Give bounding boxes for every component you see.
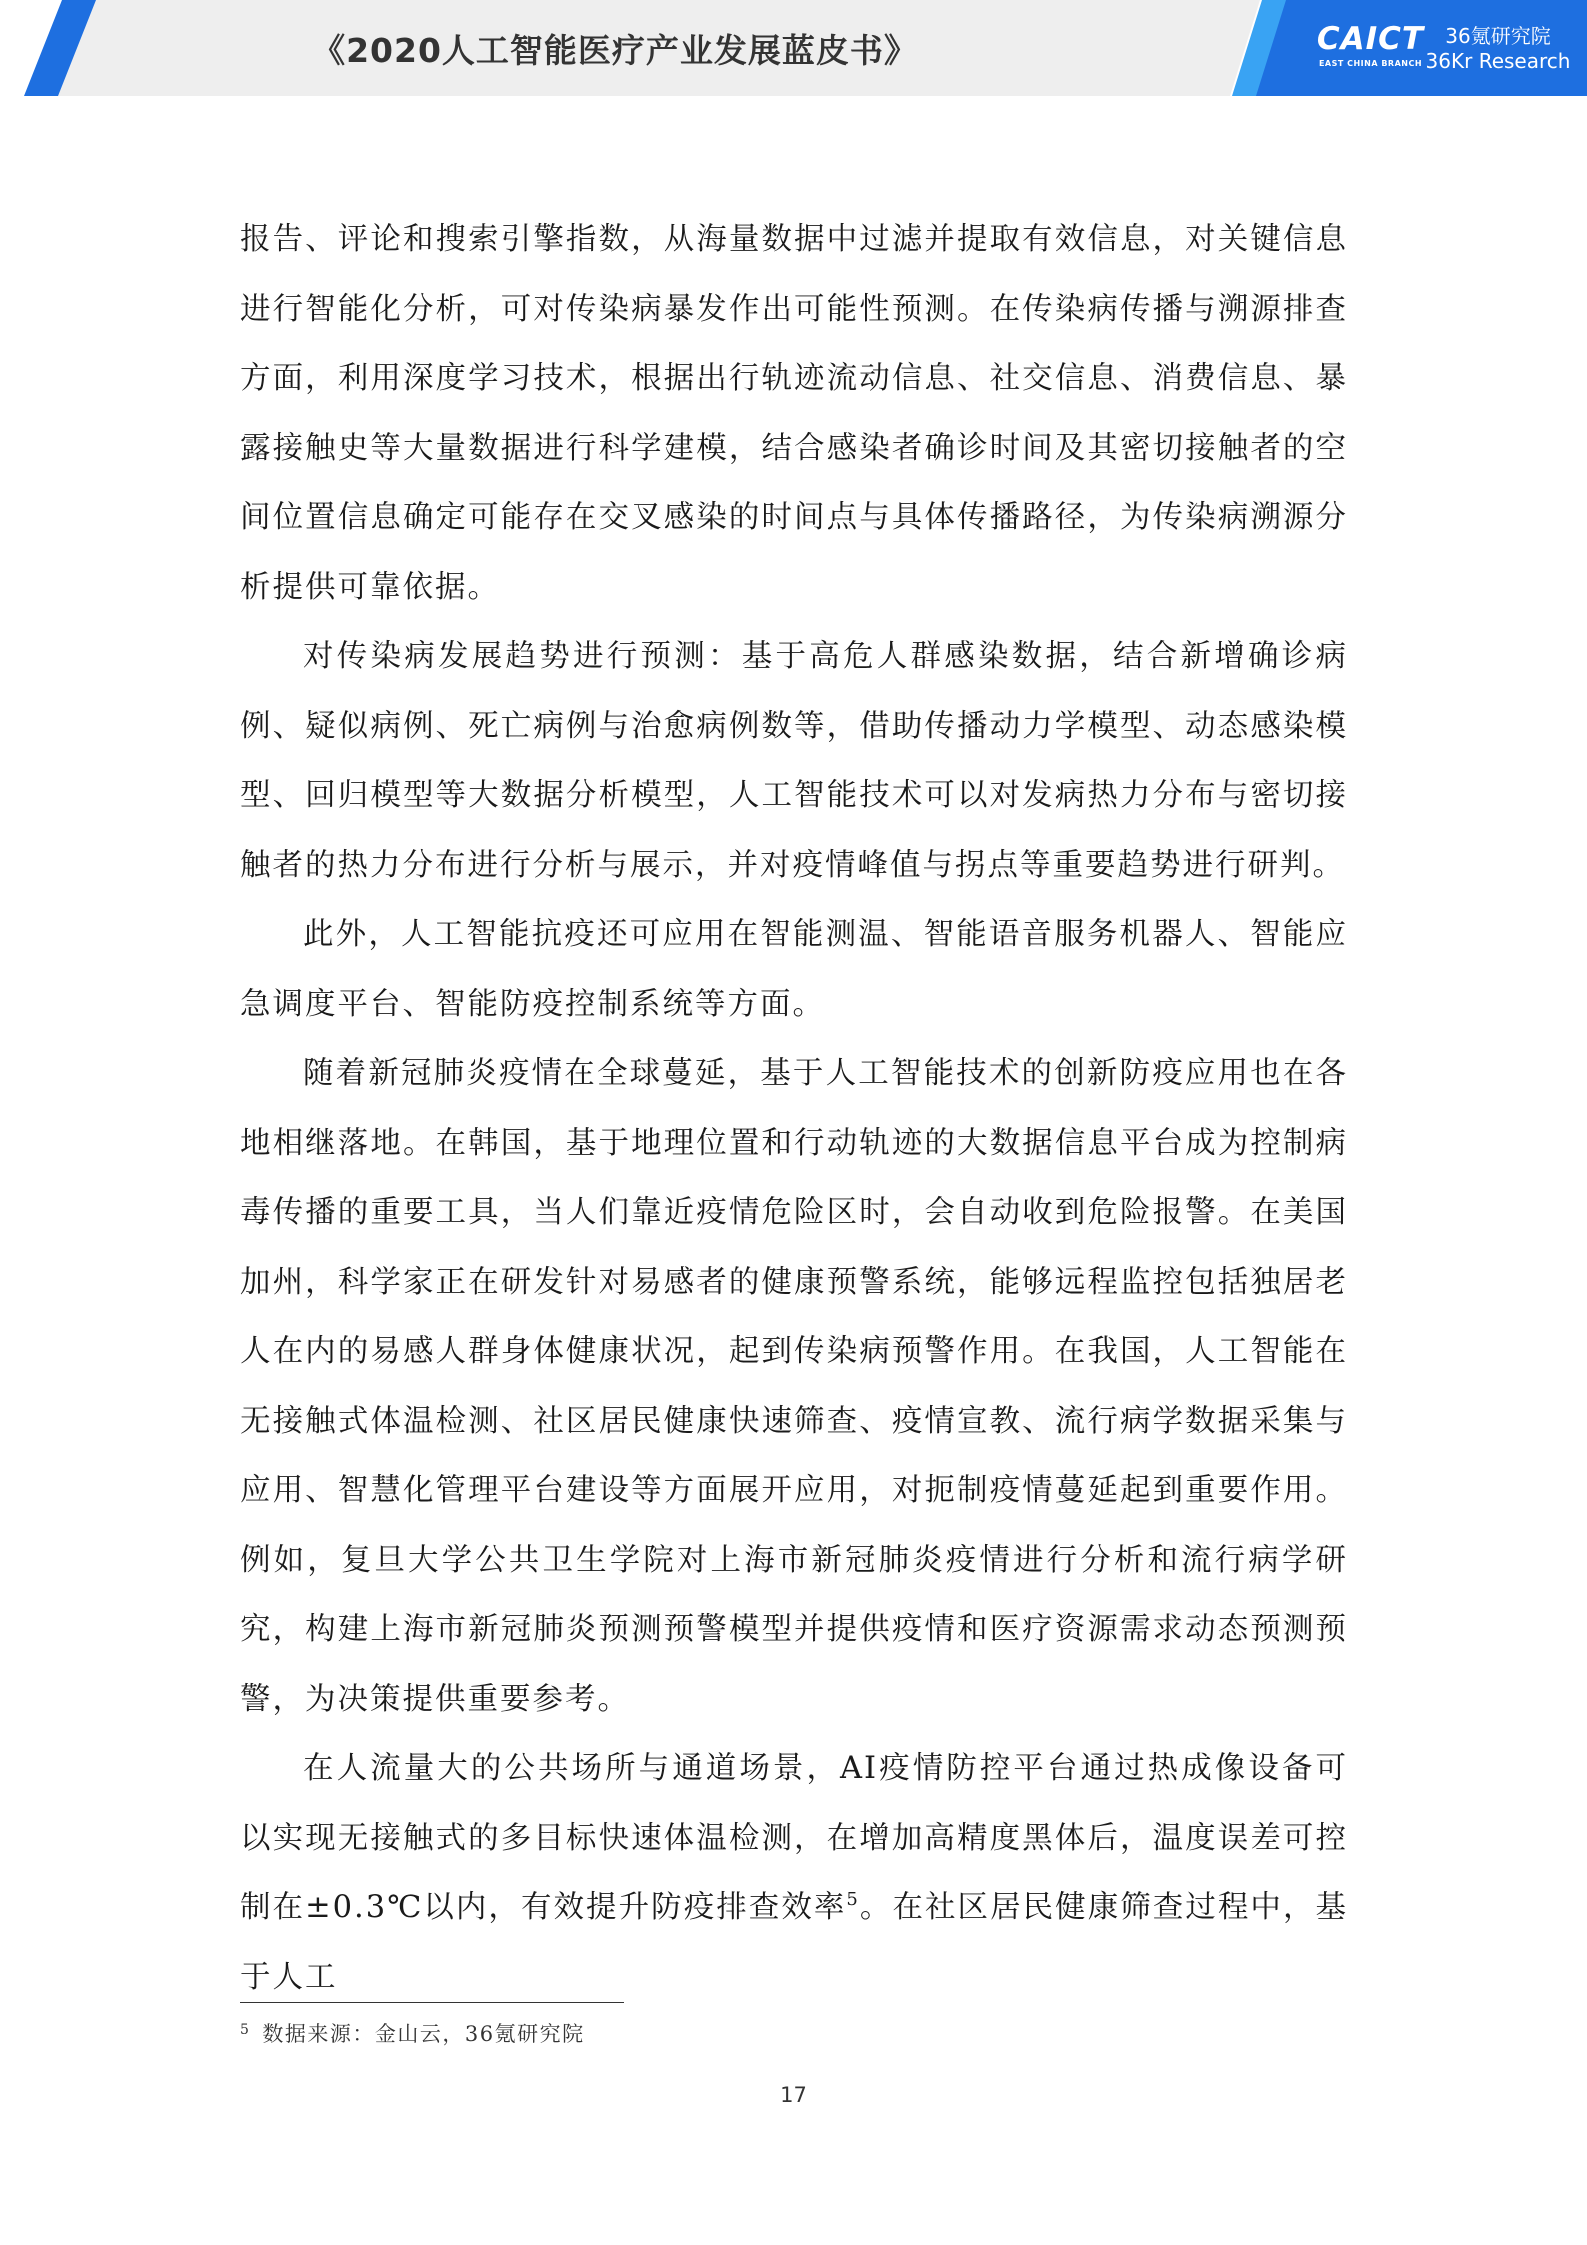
36kr-logo-english: 36Kr Research bbox=[1425, 49, 1571, 73]
caict-logo bbox=[1308, 22, 1433, 68]
body-paragraph: 随着新冠肺炎疫情在全球蔓延，基于人工智能技术的创新防疫应用也在各地相继落地。在韩国，基于地理位置和行动轨迹的大数据信息平台成为控制病毒传播的重要工具，当人们靠近疫情危险区时，会自动收到危险报警。在美国加州，科学家正在研发针对易感者的健康预警系统，能够远程监控包括独居老人在内的易感人群身体健康状况，起到传染病预警作用。在我国，人工智能在无接触式体温检测、社区居民健康快速筛查、疫情宣教、流行病学数据采集与应用、智慧化管理平台建设等方面展开应用，对扼制疫情蔓延起到重要作用。例如，复旦大学公共卫生学院对上海市新冠肺炎疫情进行分析和流行病学研究，构建上海市新冠肺炎预测预警模型并提供疫情和医疗资源需求动态预测预警，为决策提供重要参考。 bbox=[240, 1056, 1348, 1717]
page-number: 17 bbox=[780, 2083, 807, 2107]
36kr-research-logo bbox=[1418, 24, 1578, 74]
paragraph-text-part1: 在人流量大的公共场所与通道场景，AI疫情防控平台通过热成像设备可以实现无接触式的多目标快速体温检测，在增加高精度黑体后，温度误差可控制在±0.3℃以内，有效提升防疫排查效率 bbox=[240, 1751, 1348, 1925]
footnote-reference[interactable]: 5 bbox=[846, 1889, 860, 1910]
footnote bbox=[240, 2018, 585, 2048]
body-paragraph: 此外，人工智能抗疫还可应用在智能测温、智能语音服务机器人、智能应急调度平台、智能防疫控制系统等方面。 bbox=[240, 917, 1348, 1022]
body-paragraph: 对传染病发展趋势进行预测：基于高危人群感染数据，结合新增确诊病例、疑似病例、死亡病例与治愈病例数等，借助传播动力学模型、动态感染模型、回归模型等大数据分析模型，人工智能技术可以对发病热力分布与密切接触者的热力分布进行分析与展示，并对疫情峰值与拐点等重要趋势进行研判。 bbox=[240, 639, 1348, 883]
footnote-mark: 5 bbox=[240, 2022, 251, 2038]
document-title: 《2020人工智能医疗产业发展蓝皮书》 bbox=[312, 30, 918, 70]
paragraph-text-part2: 。在社区居民健康筛查过程中，基于人工 bbox=[240, 1890, 1348, 1995]
36kr-logo-chinese: 36氪研究院 bbox=[1445, 24, 1551, 48]
footnote-text: 数据来源：金山云，36氪研究院 bbox=[262, 2022, 585, 2046]
page-body bbox=[240, 205, 1348, 2012]
caict-logo-sub: EAST CHINA BRANCH bbox=[1318, 59, 1423, 68]
body-paragraph-last bbox=[240, 1734, 1348, 2012]
caict-logo-main: CAICT bbox=[1316, 21, 1425, 57]
body-paragraph-continued: 报告、评论和搜索引擎指数，从海量数据中过滤并提取有效信息，对关键信息进行智能化分析，可对传染病暴发作出可能性预测。在传染病传播与溯源排查方面，利用深度学习技术，根据出行轨迹流动信息、社交信息、消费信息、暴露接触史等大量数据进行科学建模，结合感染者确诊时间及其密切接触者的空间位置信息确定可能存在交叉感染的时间点与具体传播路径，为传染病溯源分析提供可靠依据。 bbox=[240, 222, 1348, 605]
page-header bbox=[0, 0, 1587, 96]
footnote-divider bbox=[240, 2002, 624, 2003]
